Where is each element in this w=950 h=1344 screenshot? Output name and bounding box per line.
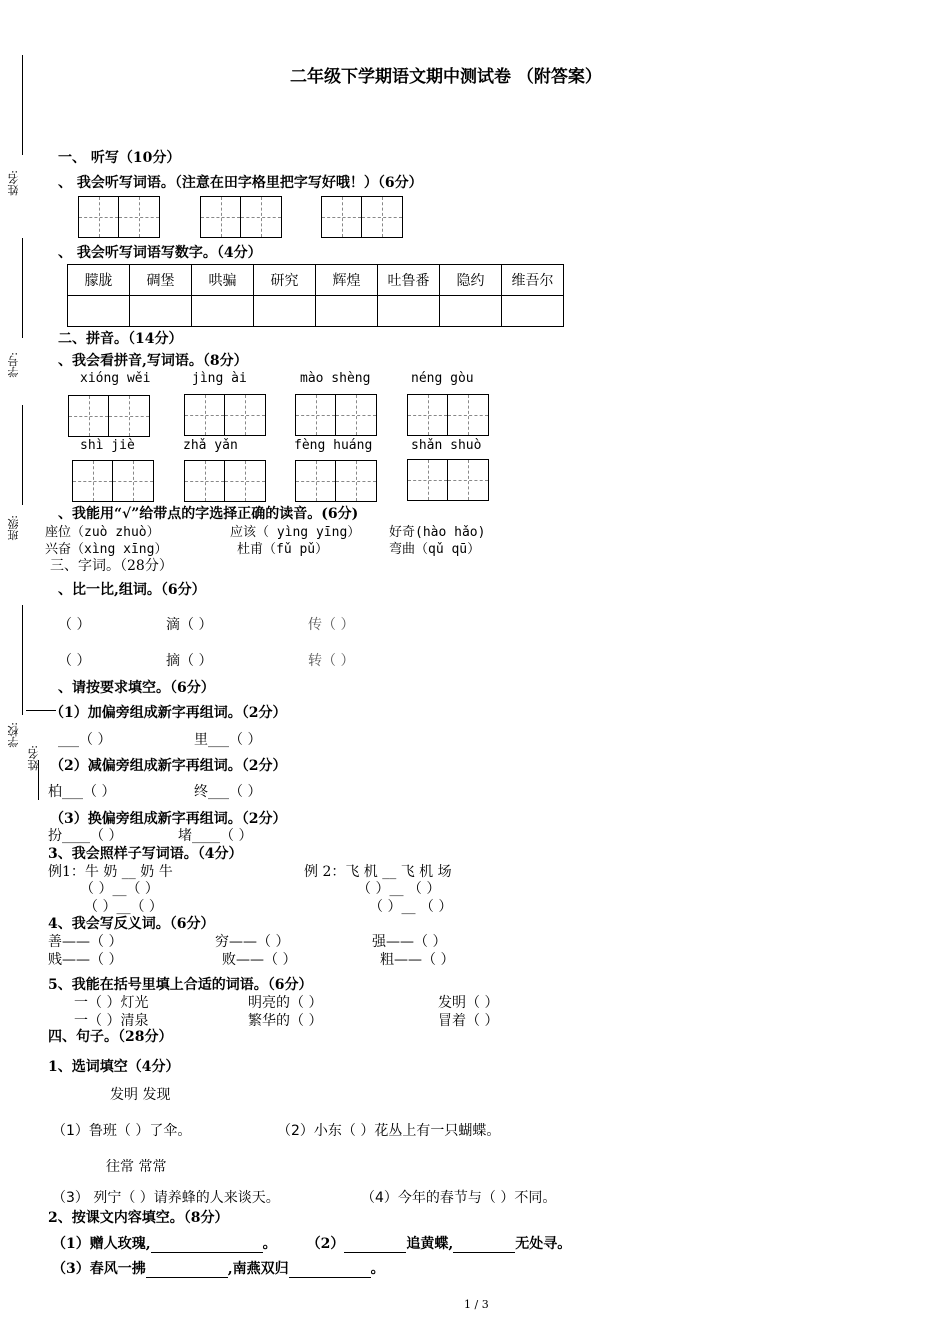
compare-item[interactable]: 传（ ） xyxy=(308,617,355,633)
answer-cell[interactable] xyxy=(130,296,192,327)
reading-choice[interactable]: 弯曲（qǔ qū） xyxy=(389,542,481,557)
tianzige-box[interactable] xyxy=(295,394,377,436)
margin-label-number: 学号: xyxy=(7,352,20,378)
antonym-blank[interactable]: 善——（ ） xyxy=(48,934,123,950)
answer-blank[interactable] xyxy=(151,1236,263,1253)
text-fill-prompt: （2） xyxy=(306,1236,345,1252)
answer-blank[interactable] xyxy=(146,1261,228,1278)
pinyin-label: mào shèng xyxy=(300,371,371,386)
margin-line xyxy=(22,605,23,715)
example-2: 例 2：飞 机 __ 飞 机 场 xyxy=(304,864,452,880)
word-choices: 往常 常常 xyxy=(106,1159,167,1175)
reading-choice[interactable]: 兴奋（xìng xīng） xyxy=(45,542,168,557)
text-fill-prompt: 无处寻。 xyxy=(515,1236,572,1252)
fill-blank[interactable]: 扮____（ ） xyxy=(48,828,123,844)
antonym-blank[interactable]: 穷——（ ） xyxy=(215,934,290,950)
margin-line xyxy=(22,405,23,505)
tianzige-box[interactable] xyxy=(184,394,266,436)
text-fill-punct: 。 xyxy=(262,1236,277,1252)
tianzige-box[interactable] xyxy=(68,395,150,437)
s1-question-2: 、 我会听写词语写数字。（4分） xyxy=(58,245,262,261)
s3-part-3: （3）换偏旁组成新字再组词。（2分） xyxy=(50,811,287,827)
tianzige-box[interactable] xyxy=(407,394,489,436)
answer-cell[interactable] xyxy=(254,296,316,327)
pinyin-label: shǎn shuò xyxy=(411,438,482,453)
reading-choice[interactable]: 杜甫（fǔ pǔ） xyxy=(237,542,329,557)
s2-question-2: 、我能用“√”给带点的字选择正确的读音。(6分) xyxy=(58,506,359,522)
answer-cell[interactable] xyxy=(192,296,254,327)
fill-blank[interactable]: 一（ ）清泉 xyxy=(74,1013,149,1029)
word-cell: 朦胧 xyxy=(68,265,130,296)
tianzige-box[interactable] xyxy=(72,460,154,502)
margin-label-name: 姓名: xyxy=(7,170,20,196)
word-cell: 辉煌 xyxy=(316,265,378,296)
s2-question-1: 、我会看拼音,写词语。（8分） xyxy=(58,353,248,369)
text-fill-prompt: 追黄蝶, xyxy=(406,1236,454,1252)
text-fill-line-1 xyxy=(52,1233,571,1253)
fill-blank[interactable]: （ ）__ （ ） xyxy=(369,899,453,915)
fill-blank[interactable]: （ ）__ （ ） xyxy=(357,881,441,897)
section-4-heading: 四、句子。（28分） xyxy=(48,1029,173,1045)
text-fill-prompt: （1）赠人玫瑰, xyxy=(52,1236,151,1252)
page-number: 1 / 3 xyxy=(464,1298,489,1311)
reading-choice[interactable]: 应该（ yìng yīng） xyxy=(230,525,361,540)
fill-blank[interactable]: 冒着（ ） xyxy=(438,1013,499,1029)
antonym-blank[interactable]: 粗——（ ） xyxy=(380,952,455,968)
antonym-blank[interactable]: 贱——（ ） xyxy=(48,952,123,968)
tianzige-box[interactable] xyxy=(407,459,489,501)
answer-blank[interactable] xyxy=(453,1236,515,1253)
word-cell: 隐约 xyxy=(440,265,502,296)
s1-question-1: 、 我会听写词语。（注意在田字格里把字写好哦！）（6分） xyxy=(58,175,423,191)
sentence-blank[interactable]: （4）今年的春节与（ ）不同。 xyxy=(361,1190,557,1206)
fill-blank[interactable]: 堵____（ ） xyxy=(178,828,253,844)
margin-label-name-2: 姓名: xyxy=(27,745,40,771)
tianzige-box[interactable] xyxy=(295,460,377,502)
margin-label-school: 学校: xyxy=(7,722,20,748)
margin-line xyxy=(22,238,23,338)
answer-cell[interactable] xyxy=(378,296,440,327)
text-fill-punct: 。 xyxy=(370,1261,385,1277)
pinyin-label: shì jiè xyxy=(80,438,135,453)
fill-blank[interactable]: 柏___（ ） xyxy=(48,784,116,800)
s4-question-2: 2、按课文内容填空。（8分） xyxy=(48,1210,229,1226)
fill-blank[interactable]: 繁华的（ ） xyxy=(248,1013,323,1029)
text-fill-prompt: （3）春风一拂 xyxy=(52,1261,146,1277)
s3-question-3: 3、我会照样子写词语。（4分） xyxy=(48,846,243,862)
word-cell: 吐鲁番 xyxy=(378,265,440,296)
s4-question-1: 1、选词填空（4分） xyxy=(48,1059,180,1075)
margin-label-class: 班级: xyxy=(7,515,20,541)
fill-blank[interactable]: （ ）__（ ） xyxy=(80,881,159,897)
fill-blank[interactable]: ___（ ） xyxy=(58,732,112,748)
s3-part-2: （2）减偏旁组成新字再组词。（2分） xyxy=(50,758,287,774)
word-cell: 哄骗 xyxy=(192,265,254,296)
answer-cell[interactable] xyxy=(502,296,564,327)
pinyin-label: xióng wěi xyxy=(80,371,151,386)
antonym-blank[interactable]: 败——（ ） xyxy=(222,952,297,968)
s3-part-1: （1）加偏旁组成新字再组词。（2分） xyxy=(50,705,287,721)
fill-blank[interactable]: 终___（ ） xyxy=(194,784,262,800)
tianzige-box[interactable] xyxy=(200,196,282,238)
text-fill-prompt: ,南燕双归 xyxy=(227,1261,289,1277)
word-number-table xyxy=(67,264,564,327)
fill-blank[interactable]: 一（ ）灯光 xyxy=(74,995,149,1011)
tianzige-box[interactable] xyxy=(321,196,403,238)
pinyin-label: fèng huáng xyxy=(294,438,373,453)
compare-item[interactable]: （ ） xyxy=(58,653,91,669)
section-2-heading: 二、拼音。（14分） xyxy=(58,331,183,347)
pinyin-label: néng gòu xyxy=(411,371,474,386)
fill-blank[interactable]: 明亮的（ ） xyxy=(248,995,323,1011)
margin-line xyxy=(22,55,23,155)
antonym-blank[interactable]: 强——（ ） xyxy=(372,934,447,950)
reading-choice[interactable]: 好奇(hào hǎo) xyxy=(389,525,486,540)
answer-cell[interactable] xyxy=(316,296,378,327)
fill-blank[interactable]: （ ）__（ ） xyxy=(84,899,163,915)
pinyin-label: jìng ài xyxy=(192,371,247,386)
tianzige-box[interactable] xyxy=(78,196,160,238)
s3-question-1: 、比一比,组词。（6分） xyxy=(58,582,206,598)
word-cell: 维吾尔 xyxy=(502,265,564,296)
compare-item[interactable]: 转（ ） xyxy=(308,653,355,669)
compare-item[interactable]: 滴（ ） xyxy=(166,617,213,633)
s3-question-4: 4、我会写反义词。（6分） xyxy=(48,916,215,932)
example-1: 例1：牛 奶 __ 奶 牛 xyxy=(48,864,173,880)
s3-question-2: 、请按要求填空。（6分） xyxy=(58,680,215,696)
sentence-blank[interactable]: （1）鲁班（ ）了伞。 xyxy=(52,1123,192,1139)
reading-choice[interactable]: 座位（zuò zhuò） xyxy=(45,525,160,540)
sentence-blank[interactable]: （3） 列宁（ ）请养蜂的人来谈天。 xyxy=(52,1190,280,1206)
section-3-heading: 三、字词。（28分） xyxy=(50,558,173,574)
fill-blank[interactable]: 发明（ ） xyxy=(438,995,499,1011)
word-choices: 发明 发现 xyxy=(110,1087,171,1103)
answer-blank[interactable] xyxy=(344,1236,406,1253)
page-title: 二年级下学期语文期中测试卷 （附答案） xyxy=(290,67,602,87)
answer-cell[interactable] xyxy=(440,296,502,327)
answer-cell[interactable] xyxy=(68,296,130,327)
answer-blank[interactable] xyxy=(289,1261,371,1278)
pinyin-label: zhǎ yǎn xyxy=(183,438,238,453)
compare-item[interactable]: （ ） xyxy=(58,617,91,633)
word-cell: 研究 xyxy=(254,265,316,296)
word-cell: 碉堡 xyxy=(130,265,192,296)
tianzige-box[interactable] xyxy=(184,460,266,502)
section-1-heading: 一、 听写（10分） xyxy=(58,150,181,166)
fill-blank[interactable]: 里___（ ） xyxy=(194,732,262,748)
compare-item[interactable]: 摘（ ） xyxy=(166,653,213,669)
sentence-blank[interactable]: （2）小东（ ）花丛上有一只蝴蝶。 xyxy=(277,1123,501,1139)
text-fill-line-2 xyxy=(52,1258,385,1278)
s3-question-5: 5、我能在括号里填上合适的词语。（6分） xyxy=(48,977,313,993)
